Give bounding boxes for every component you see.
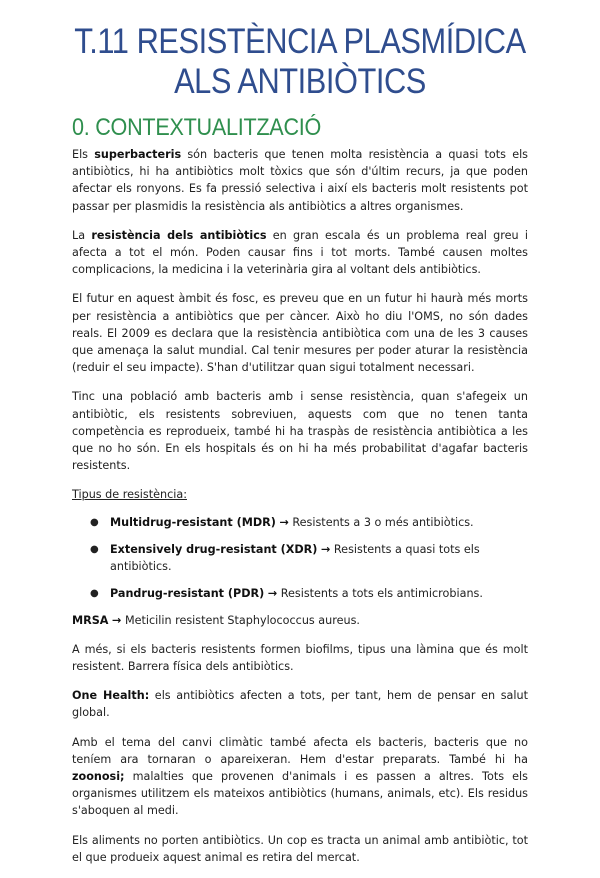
paragraph-futur: El futur en aquest àmbit és fosc, es preveu que en un futur hi haurà més morts per resistència a antibiòtics que per càncer. Això ho diu l'OMS, no són dades reals. El 2009 es declara que la resistència antibiòtica com una de les 3 causes que amenaça la salut mundial. Cal tenir mesures per poder aturar la resistència (reduir el seu impacte). S'han d'utilitzar quan sigui totalment necessari.	[72, 292, 528, 375]
list-item: ● Extensively drug-resistant (XDR) → Resistents a quasi tots els antibiòtics.	[90, 542, 480, 573]
paragraph-superbacteris: Els superbacteris són bacteris que tenen molta resistència a quasi tots els antibiòtics, hi ha antibiòtics molt tòxics que són d'últim recurs, ja que poden afectar els ronyons. Es fa pressió selectiva i així els bacteris molt resistents pot passar per plasmidis la resistència als antibiòtics a altres organismes.	[72, 148, 529, 213]
document-title: T.11 RESISTÈNCIA PLASMÍDICA ALS ANTIBIÒTICS	[74, 22, 526, 101]
paragraph-canvi-climatic: Amb el tema del canvi climàtic també afecta els bacteris, bacteris que no teníem ara tornaran o apareixeran. Hem d'estar preparats. També hi ha zoonosi; malalties que provenen d'animals i es passen a altres. Tots els organismes utilitzem els mateixos antibiòtics (humans, animals, etc). Els residus s'aboquen al medi.	[72, 735, 528, 818]
list-item: ● Multidrug-resistant (MDR) → Resistents a 3 o més antibiòtics.	[90, 515, 474, 529]
paragraph-resistencia: La resistència dels antibiòtics en gran escala és un problema real greu i afecta a tot el món. Poden causar fins i tot morts. També causen moltes complicacions, la medicina i la veterinària gira al voltant dels antibiòtics.	[72, 228, 528, 277]
list-item: ● Pandrug-resistant (PDR) → Resistents a tots els antimicrobians.	[90, 586, 483, 600]
bullet-icon: ●	[90, 587, 99, 599]
section-heading: 0. CONTEXTUALITZACIÓ	[72, 114, 322, 141]
paragraph-mrsa: MRSA → Meticilin resistent Staphylococcus aureus.	[72, 613, 360, 627]
paragraph-aliments: Els aliments no porten antibiòtics. Un cop es tracta un animal amb antibiòtic, tot el que produeix aquest animal es retira del mercat.	[72, 833, 528, 864]
bullet-icon: ●	[90, 516, 99, 528]
bullet-icon: ●	[90, 543, 99, 555]
paragraph-poblacio: Tinc una població amb bacteris amb i sense resistència, quan s'afegeix un antibiòtic, els resistents sobreviuen, aquests com que no tenen tanta competència es reprodueix, també hi ha traspàs de resistència antibiòtica a les que no ho són. En els hospitals és on hi ha més probabilitat d'agafar bacteris resistents.	[72, 390, 528, 473]
paragraph-biofilms: A més, si els bacteris resistents formen biofilms, tipus una làmina que és molt resistent. Barrera física dels antibiòtics.	[72, 642, 528, 674]
types-list	[72, 514, 528, 602]
types-heading: Tipus de resistència:	[72, 488, 187, 502]
document-body	[72, 146, 528, 878]
paragraph-one-health: One Health: els antibiòtics afecten a tots, per tant, hem de pensar en salut global.	[72, 689, 528, 720]
